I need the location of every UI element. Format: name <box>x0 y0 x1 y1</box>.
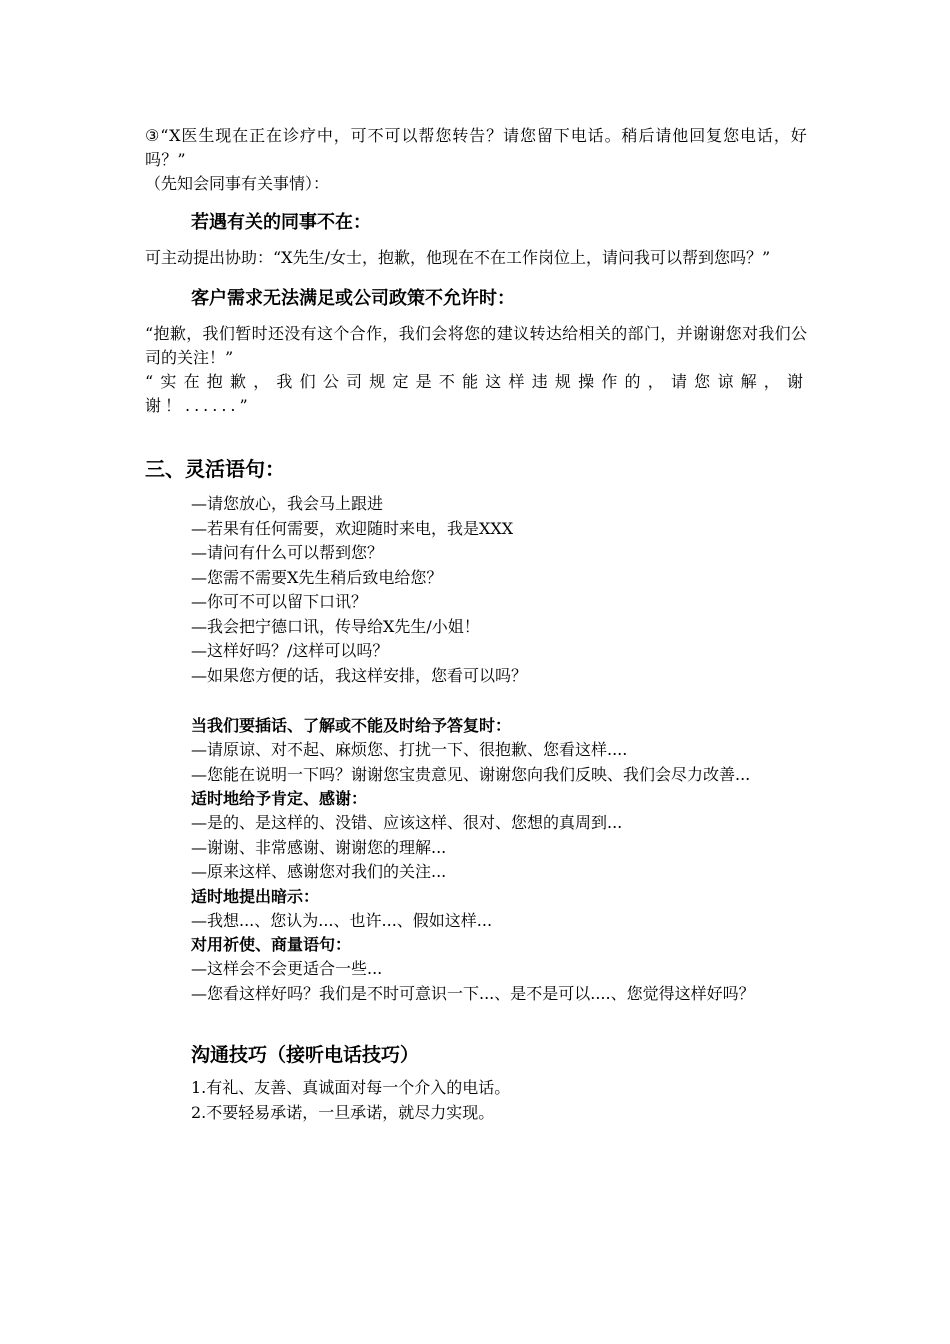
subheading-request: 对用祈使、商量语句： <box>191 935 352 954</box>
list-item: —若果有任何需要，欢迎随时来电，我是XXX <box>191 518 514 538</box>
list-item: —您能在说明一下吗？谢谢您宝贵意见、谢谢您向我们反映、我们会尽力改善... <box>191 764 751 784</box>
list-item: —如果您方便的话，我这样安排，您看可以吗？ <box>191 665 528 685</box>
intro-line-1: ③“X医生现在正在诊疗中，可不可以帮您转告？请您留下电话。稍后请他回复您电话，好吗？” <box>145 126 807 169</box>
heading-colleague-absent: 若遇有关的同事不在： <box>191 212 371 233</box>
document-page <box>145 124 807 1125</box>
heading-cannot-satisfy: 客户需求无法满足或公司政策不允许时： <box>191 288 515 309</box>
list-item: —是的、是这样的、没错、应该这样、很对、您想的真周到... <box>191 813 623 832</box>
list-item: —您需不需要X先生稍后致电给您？ <box>191 567 443 587</box>
paragraph-colleague-absent: 可主动提出协助：“X先生/女士，抱歉，他现在不在工作岗位上，请问我可以帮到您吗？” <box>145 248 771 267</box>
list-item: —请问有什么可以帮到您？ <box>191 543 384 562</box>
list-item: —你可不可以留下口讯？ <box>191 592 368 611</box>
list-item: —这样会不会更适合一些... <box>191 959 383 978</box>
list-item: —这样好吗？/这样可以吗？ <box>191 641 389 660</box>
list-item: 1.有礼、友善、真诚面对每一个介入的电话。 <box>191 1078 511 1097</box>
paragraph-cannot-satisfy-1: “抱歉，我们暂时还没有这个合作，我们会将您的建议转达给相关的部门，并谢谢您对我们公司的关注！” <box>145 324 807 367</box>
intro-line-2: （先知会同事有关事情）： <box>145 174 330 193</box>
list-item: —原来这样、感谢您对我们的关注... <box>191 862 447 881</box>
flexible-phrases-list <box>145 492 807 688</box>
section-3-heading: 三、灵活语句： <box>145 457 285 481</box>
paragraph-cannot-satisfy-2: “实在抱歉，我们公司规定是不能这样违规操作的，请您谅解，谢谢！......” <box>145 372 807 415</box>
list-item: —我会把宁德口讯，传导给X先生/小姐！ <box>191 616 480 636</box>
list-item: —请原谅、对不起、麻烦您、打扰一下、很抱歉、您看这样.... <box>191 740 628 759</box>
list-item: —我想...、您认为...、也许...、假如这样... <box>191 910 493 930</box>
list-item: —谢谢、非常感谢、谢谢您的理解... <box>191 837 447 857</box>
skills-list <box>145 1076 807 1125</box>
subheading-affirm: 适时地给予肯定、感谢： <box>191 789 368 808</box>
heading-communication-skills: 沟通技巧（接听电话技巧） <box>191 1044 420 1066</box>
list-item: —您看这样好吗？我们是不时可意识一下...、是不是可以....、您觉得这样好吗？ <box>191 983 755 1003</box>
list-item: 2.不要轻易承诺，一旦承诺，就尽力实现。 <box>191 1102 495 1122</box>
list-item: —请您放心，我会马上跟进 <box>191 494 384 513</box>
subheading-interrupt: 当我们要插话、了解或不能及时给予答复时： <box>191 716 512 735</box>
subheading-hint: 适时地提出暗示： <box>191 886 320 906</box>
